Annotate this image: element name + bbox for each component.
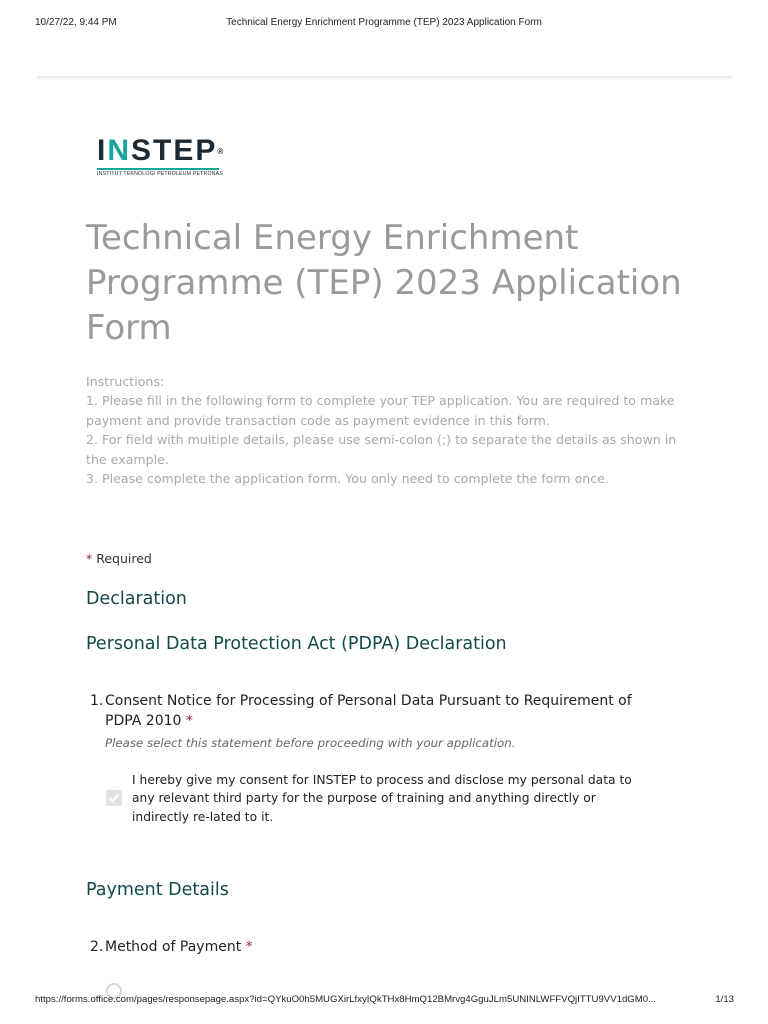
logo-letter-n: N	[107, 134, 132, 167]
question-number: 1.	[90, 693, 104, 709]
page-number: 1/13	[715, 994, 734, 1005]
print-url: https://forms.office.com/pages/responsepage.aspx?id=QYkuO0h5MUGXirLfxyIQkTHx8HmQ12BMrvg4GguJLm5UNINLWFFVQjITTU9VV1dGM0...	[35, 994, 657, 1005]
instep-logo	[97, 135, 227, 185]
consent-option-label[interactable]: I hereby give my consent for INSTEP to process and disclose my personal data to any relevant third party for the purpose of training and anything directly or indirectly re-lated to it.	[132, 773, 632, 824]
instruction-item: 3. Please complete the application form. You only need to complete the form once.	[86, 471, 609, 487]
logo-subtitle: INSTITUT TEKNOLOGI PETROLEUM PETRONAS	[97, 171, 223, 177]
print-datetime: 10/27/22, 9:44 PM	[35, 17, 117, 28]
checkmark-icon	[106, 790, 122, 806]
form-title: Technical Energy Enrichment Programme (TEP) 2023 Application Form	[86, 218, 682, 348]
instruction-item: 1. Please fill in the following form to complete your TEP application. You are required to make payment and provide transaction code as payment evidence in this form.	[86, 393, 675, 428]
section-heading-pdpa: Personal Data Protection Act (PDPA) Declaration	[86, 634, 507, 654]
instructions-heading: Instructions:	[86, 374, 165, 389]
logo-underline	[97, 168, 219, 170]
print-header	[0, 17, 768, 31]
logo-letter-i: I	[97, 134, 108, 167]
question-number: 2.	[90, 939, 104, 955]
question-1-title	[90, 691, 670, 731]
print-footer	[0, 994, 768, 1008]
question-text: Consent Notice for Processing of Personal Data Pursuant to Requirement of PDPA 2010	[105, 693, 632, 729]
question-text: Method of Payment	[105, 939, 242, 955]
logo-letters-step: STEP	[131, 134, 218, 167]
instruction-item: 2. For field with multiple details, please use semi-colon (;) to separate the details as shown in the example.	[86, 432, 677, 467]
required-star: *	[185, 713, 193, 729]
form-top-divider	[37, 76, 732, 80]
logo-wordmark	[97, 135, 227, 167]
question-2-title	[90, 937, 670, 957]
required-star: *	[86, 551, 93, 566]
form-instructions	[86, 372, 686, 488]
required-note	[86, 551, 152, 566]
section-heading-payment: Payment Details	[86, 880, 229, 900]
question-1-subtitle: Please select this statement before proceeding with your application.	[105, 736, 516, 750]
consent-checkbox[interactable]	[106, 790, 122, 806]
section-heading-declaration: Declaration	[86, 589, 187, 609]
logo-registered-mark: ®	[217, 147, 226, 156]
print-doc-title: Technical Energy Enrichment Programme (TEP) 2023 Application Form	[226, 17, 542, 28]
required-star: *	[245, 939, 253, 955]
required-label: Required	[96, 551, 152, 566]
